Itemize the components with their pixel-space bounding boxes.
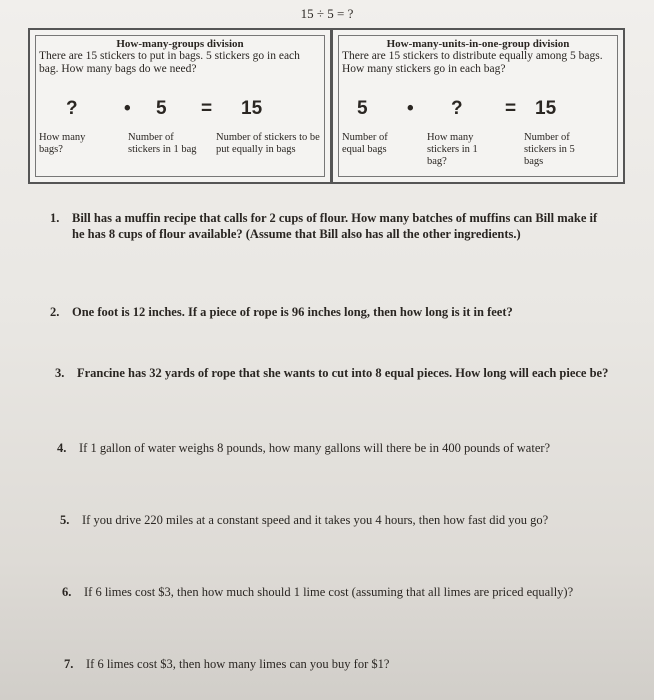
- division-header: 15 ÷ 5 = ?: [300, 6, 354, 21]
- equation-total: 15: [535, 98, 557, 119]
- equation-times: •: [124, 98, 131, 119]
- label-stickers-in-5-bags: Number of stickers in 5 bags: [524, 132, 575, 167]
- label-how-many-bags: How many bags?: [39, 132, 86, 155]
- question-number: 7.: [64, 657, 74, 671]
- how-many-groups-equation: [36, 98, 324, 122]
- equation-factor: 5: [156, 98, 167, 119]
- equation-product: 15: [241, 98, 263, 119]
- question-text: If 6 limes cost $3, then how much should 1 lime cost (assuming that all limes are priced equally)?: [84, 585, 574, 599]
- label-stickers-to-put: Number of stickers to be put equally in bags: [216, 132, 320, 155]
- how-many-units-equation: [339, 98, 617, 122]
- question-number: 5.: [60, 513, 70, 527]
- question-text: If 6 limes cost $3, then how many limes can you buy for $1?: [86, 657, 390, 671]
- question-number: 1.: [50, 211, 60, 225]
- equation-unknown: ?: [66, 98, 78, 119]
- question-text: Bill has a muffin recipe that calls for 2 cups of flour. How many batches of muffins can Bill make if he has 8 cups of flour available? (Assume that Bill also has all the other ingredients.): [72, 211, 598, 241]
- equation-equals: =: [505, 98, 517, 119]
- label-stickers-in-bag: Number of stickers in 1 bag: [128, 132, 197, 155]
- question-text: Francine has 32 yards of rope that she wants to cut into 8 equal pieces. How long will each piece be?: [77, 366, 609, 380]
- how-many-groups-title: How-many-groups division: [116, 38, 244, 50]
- equation-equals: =: [201, 98, 213, 119]
- how-many-groups-description: There are 15 stickers to put in bags. 5 stickers go in each bag. How many bags do we need?: [39, 50, 300, 75]
- question-text: If you drive 220 miles at a constant speed and it takes you 4 hours, then how fast did you go?: [82, 513, 549, 527]
- question-text: One foot is 12 inches. If a piece of rope is 96 inches long, then how long is it in feet?: [72, 305, 513, 319]
- question-number: 4.: [57, 441, 67, 455]
- label-equal-bags: Number of equal bags: [342, 132, 388, 155]
- label-stickers-per-bag: How many stickers in 1 bag?: [427, 132, 478, 167]
- question-number: 6.: [62, 585, 72, 599]
- how-many-groups-box: [28, 28, 332, 184]
- question-number: 3.: [55, 366, 65, 380]
- how-many-units-box-inner: [338, 35, 618, 177]
- question-text: If 1 gallon of water weighs 8 pounds, how many gallons will there be in 400 pounds of water?: [79, 441, 551, 455]
- question-number: 2.: [50, 305, 60, 319]
- how-many-units-box: [331, 28, 625, 184]
- equation-times: •: [407, 98, 414, 119]
- equation-bags: 5: [357, 98, 368, 119]
- how-many-units-title: How-many-units-in-one-group division: [386, 38, 570, 50]
- how-many-groups-box-inner: [35, 35, 325, 177]
- equation-unknown: ?: [451, 98, 463, 119]
- how-many-units-description: There are 15 stickers to distribute equally among 5 bags. How many stickers go in each bag?: [342, 50, 603, 75]
